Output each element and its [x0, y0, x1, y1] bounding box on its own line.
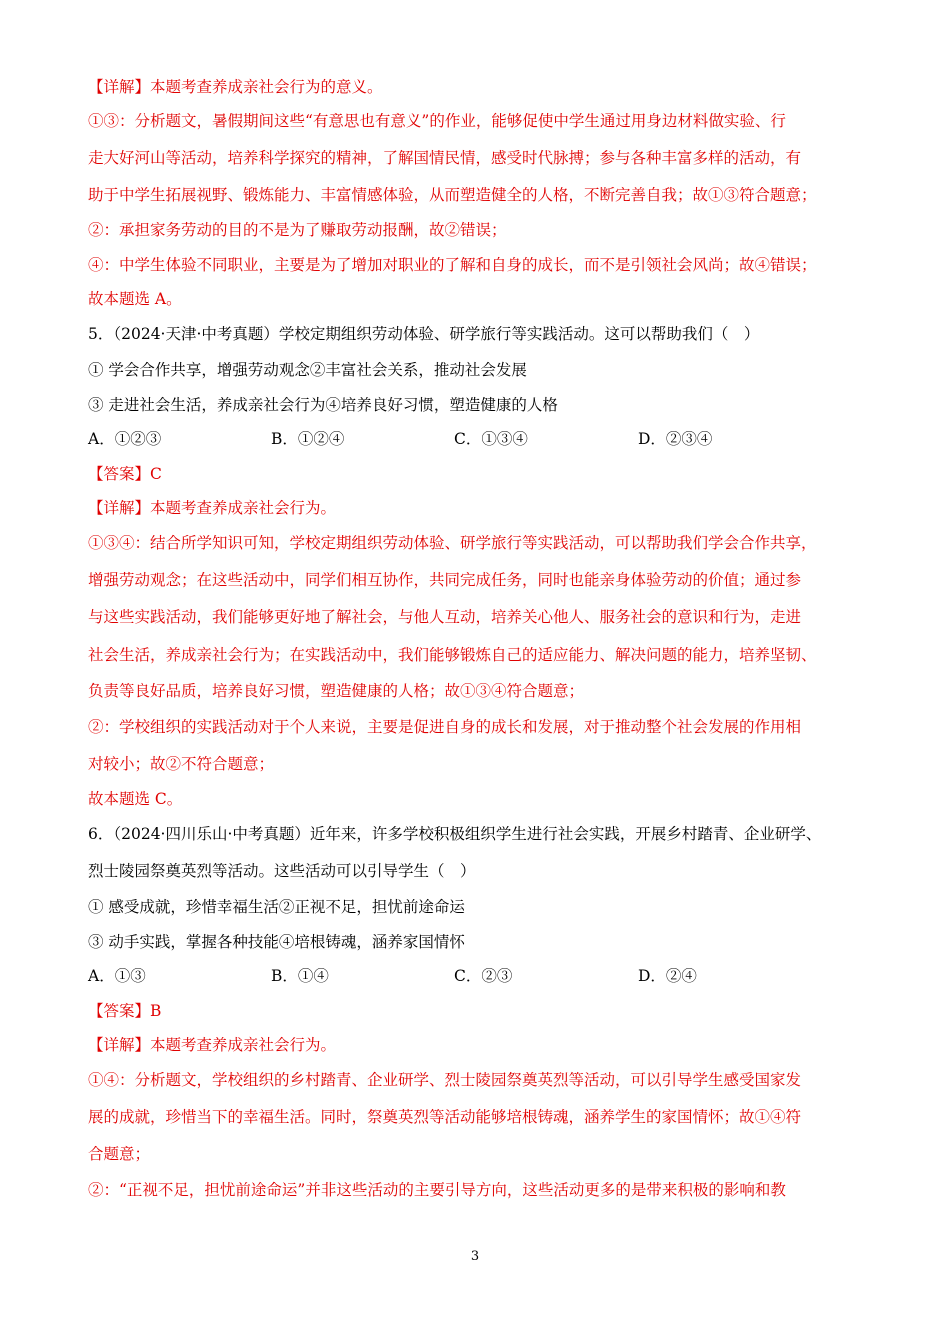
- q6-option-d: D．②④: [638, 967, 697, 985]
- q5-option-b: B．①②④: [271, 430, 345, 448]
- q6-stem-line: 烈士陵园祭奠英烈等活动。这些活动可以引导学生（ ）: [88, 862, 476, 880]
- q6-item-line: ③ 动手实践，掌握各种技能④培根铸魂，涵养家国情怀: [88, 933, 465, 951]
- page-number: 3: [470, 1249, 480, 1264]
- q6-stem-line: 6．（2024·四川乐山·中考真题）近年来，许多学校积极组织学生进行社会实践，开展乡村踏青、企业研学、: [88, 825, 822, 843]
- q5-detail-line: ②：学校组织的实践活动对于个人来说，主要是促进自身的成长和发展，对于推动整个社会发展的作用相: [88, 718, 802, 736]
- q4-detail-line: 走大好河山等活动，培养科学探究的精神，了解国情民情，感受时代脉搏；参与各种丰富多样的活动，有: [88, 149, 802, 167]
- q6-option-c: C．②③: [454, 967, 513, 985]
- q4-detail-line: ②：承担家务劳动的目的不是为了赚取劳动报酬，故②错误；: [88, 221, 507, 239]
- q6-detail-line: ①④：分析题文，学校组织的乡村踏青、企业研学、烈士陵园祭奠英烈等活动，可以引导学生感受国家发: [88, 1071, 802, 1089]
- q6-detail-line: 【详解】本题考查养成亲社会行为。: [88, 1036, 337, 1054]
- q5-item-line: ③ 走进社会生活，养成亲社会行为④培养良好习惯，塑造健康的人格: [88, 396, 558, 414]
- q6-answer: 【答案】B: [88, 1002, 162, 1020]
- q5-item-line: ① 学会合作共享，增强劳动观念②丰富社会关系，推动社会发展: [88, 361, 527, 379]
- q5-option-a: A．①②③: [88, 430, 162, 448]
- q5-detail-line: 与这些实践活动，我们能够更好地了解社会，与他人互动，培养关心他人、服务社会的意识和行为，走进: [88, 608, 802, 626]
- q6-detail-line: ②：“正视不足，担忧前途命运”并非这些活动的主要引导方向，这些活动更多的是带来积极的影响和教: [88, 1181, 786, 1199]
- q5-detail-line: 社会生活，养成亲社会行为；在实践活动中，我们能够锻炼自己的适应能力、解决问题的能力，培养坚韧、: [88, 646, 817, 664]
- q6-detail-line: 展的成就，珍惜当下的幸福生活。同时，祭奠英烈等活动能够培根铸魂，涵养学生的家国情怀；故①④符: [88, 1108, 802, 1126]
- q4-detail-line: ①③：分析题文，暑假期间这些“有意思也有意义”的作业，能够促使中学生通过用身边材料做实验、行: [88, 112, 786, 130]
- q5-detail-line: ①③④：结合所学知识可知，学校定期组织劳动体验、研学旅行等实践活动，可以帮助我们学会合作共享，: [88, 534, 817, 552]
- q5-answer: 【答案】C: [88, 465, 162, 483]
- q6-option-a: A．①③: [88, 967, 146, 985]
- q4-detail-line: 【详解】本题考查养成亲社会行为的意义。: [88, 78, 383, 96]
- q6-option-b: B．①④: [271, 967, 329, 985]
- q4-conclusion: 故本题选 A。: [88, 290, 182, 308]
- q5-detail-line: 负责等良好品质，培养良好习惯，塑造健康的人格；故①③④符合题意；: [88, 682, 585, 700]
- q5-option-c: C．①③④: [454, 430, 528, 448]
- q5-detail-line: 【详解】本题考查养成亲社会行为。: [88, 499, 337, 517]
- q5-detail-line: 对较小；故②不符合题意；: [88, 755, 275, 773]
- q5-detail-line: 增强劳动观念；在这些活动中，同学们相互协作，共同完成任务，同时也能亲身体验劳动的价值；通过参: [88, 571, 802, 589]
- q4-detail-line: ④：中学生体验不同职业，主要是为了增加对职业的了解和自身的成长，而不是引领社会风尚；故④错误；: [88, 256, 817, 274]
- q6-detail-line: 合题意；: [88, 1145, 151, 1163]
- q5-option-d: D．②③④: [638, 430, 713, 448]
- q5-conclusion: 故本题选 C。: [88, 790, 183, 808]
- q6-item-line: ① 感受成就，珍惜幸福生活②正视不足，担忧前途命运: [88, 898, 465, 916]
- q4-detail-line: 助于中学生拓展视野、锻炼能力、丰富情感体验，从而塑造健全的人格，不断完善自我；故①③符合题意；: [88, 186, 817, 204]
- q5-stem: 5．（2024·天津·中考真题）学校定期组织劳动体验、研学旅行等实践活动。这可以帮助我们（ ）: [88, 325, 760, 343]
